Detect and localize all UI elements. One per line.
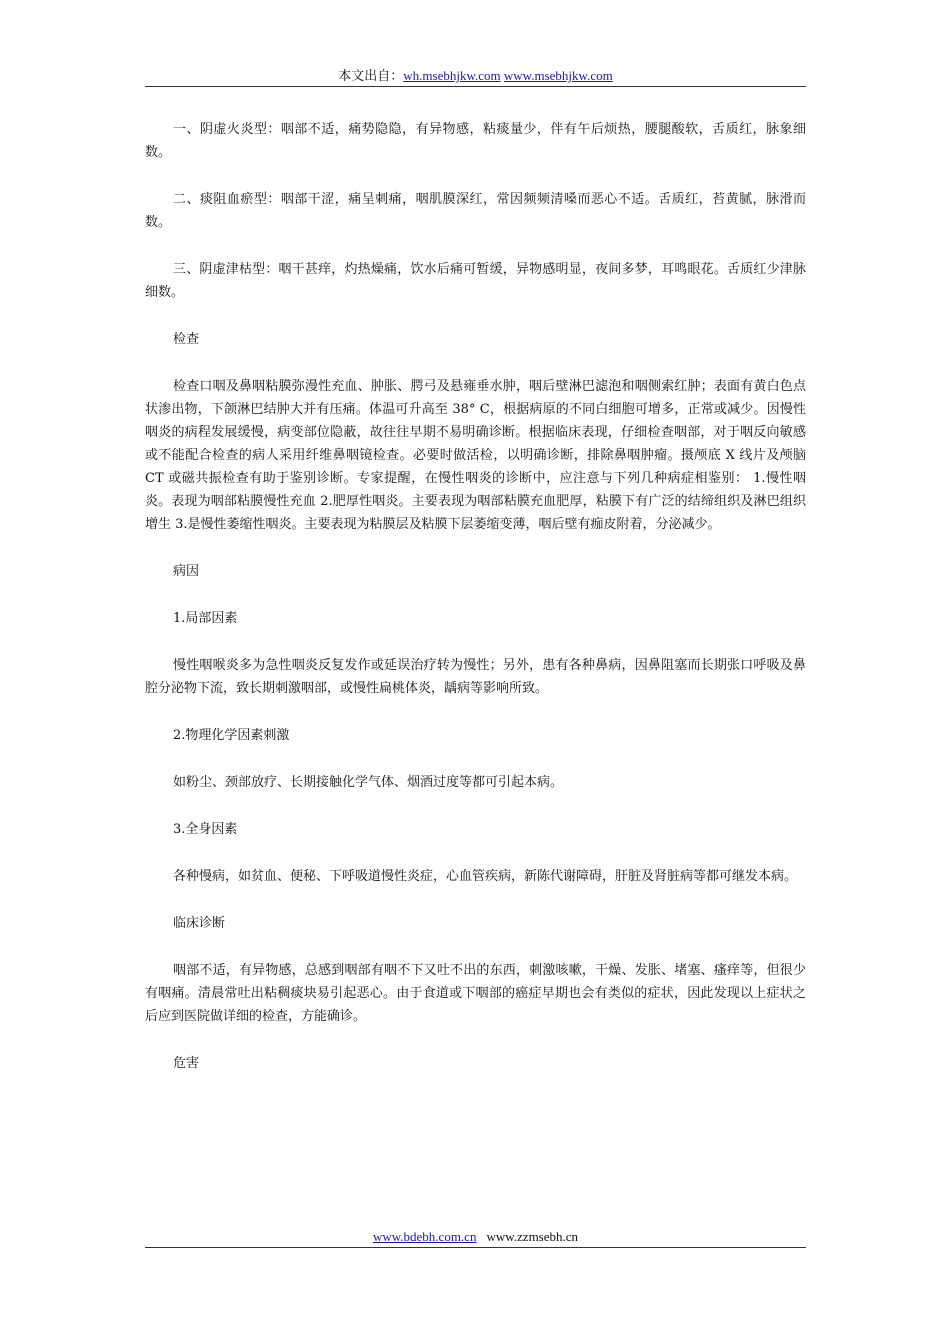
page-header bbox=[145, 68, 806, 84]
paragraph-type-3: 三、阴虚津枯型：咽干甚痒，灼热燥痛，饮水后痛可暂缓，异物感明显，夜间多梦，耳鸣眼花。舌质红少津脉细数。 bbox=[145, 262, 806, 300]
header-divider bbox=[145, 86, 806, 87]
paragraph-type-2: 二、痰阻血瘀型：咽部干涩，痛呈刺痛，咽肌膜深红，常因频频清嗓而恶心不适。舌质红，苔黄腻，脉滑而数。 bbox=[145, 192, 806, 230]
subheading-local-factors: 1.局部因素 bbox=[173, 611, 238, 626]
heading-examination: 检查 bbox=[173, 332, 200, 347]
footer-link-bdebh[interactable]: www.bdebh.com.cn bbox=[372, 1229, 477, 1244]
page-footer bbox=[145, 1229, 806, 1245]
header-link-wh[interactable]: wh.msebhjkw.com bbox=[403, 68, 501, 83]
subheading-physical-chemical: 2.物理化学因素刺激 bbox=[173, 728, 290, 743]
document-body bbox=[145, 118, 806, 1099]
heading-harm: 危害 bbox=[173, 1056, 200, 1071]
header-link-www[interactable]: www.msebhjkw.com bbox=[503, 68, 613, 83]
paragraph-systemic-factors: 各种慢病，如贫血、便秘、下呼吸道慢性炎症，心血管疾病，新陈代谢障碍，肝脏及肾脏病等都可继发本病。 bbox=[173, 869, 798, 884]
paragraph-clinical-diagnosis: 咽部不适，有异物感，总感到咽部有咽不下又吐不出的东西，刺激咳嗽，干燥、发胀、堵塞、瘙痒等，但很少有咽痛。清晨常吐出粘稠痰块易引起恶心。由于食道或下咽部的癌症早期也会有类似的症状，因此发现以上症状之后应到医院做详细的检查，方能确诊。 bbox=[145, 963, 806, 1024]
paragraph-physical-chemical: 如粉尘、颈部放疗、长期接触化学气体、烟酒过度等都可引起本病。 bbox=[173, 775, 564, 790]
heading-cause: 病因 bbox=[173, 564, 200, 579]
heading-clinical-diagnosis: 临床诊断 bbox=[173, 916, 226, 931]
paragraph-examination: 检查口咽及鼻咽粘膜弥漫性充血、肿胀、腭弓及悬雍垂水肿，咽后壁淋巴滤泡和咽侧索红肿；表面有黄白色点状渗出物，下颌淋巴结肿大并有压痛。体温可升高至 38° C，根据病原的不同白细胞可增多，正常或减少。因慢性咽炎的病程发展缓慢，病变部位隐蔽，故往往早期不易明确诊断。根据临床表现，仔细检查咽部，对于咽反向敏感或不能配合检查的病人采用纤维鼻咽镜检查。必要时做活检，以明确诊断，排除鼻咽肿瘤。摄颅底 X 线片及颅脑 CT 或磁共振检查有助于鉴别诊断。专家提醒，在慢性咽炎的诊断中，应注意与下列几种病症相鉴别： 1.慢性咽炎。表现为咽部粘膜慢性充血 2.肥厚性咽炎。主要表现为咽部粘膜充血肥厚，粘膜下有广泛的结缔组织及淋巴组织增生 3.是慢性萎缩性咽炎。主要表现为粘膜层及粘膜下层萎缩变薄，咽后壁有痂皮附着，分泌减少。 bbox=[145, 379, 806, 532]
paragraph-local-factors: 慢性咽喉炎多为急性咽炎反复发作或延误治疗转为慢性；另外，患有各种鼻病，因鼻阻塞而长期张口呼吸及鼻腔分泌物下流，致长期刺激咽部，或慢性扁桃体炎，龋病等影响所致。 bbox=[145, 658, 806, 696]
header-prefix: 本文出自： bbox=[338, 68, 404, 83]
subheading-systemic-factors: 3.全身因素 bbox=[173, 822, 238, 837]
footer-divider bbox=[145, 1247, 806, 1248]
footer-text-zzmsebh: www.zzmsebh.cn bbox=[486, 1229, 579, 1244]
paragraph-type-1: 一、阴虚火炎型：咽部不适，痛势隐隐，有异物感，粘痰量少，伴有午后烦热，腰腿酸软，舌质红，脉象细数。 bbox=[145, 122, 806, 160]
